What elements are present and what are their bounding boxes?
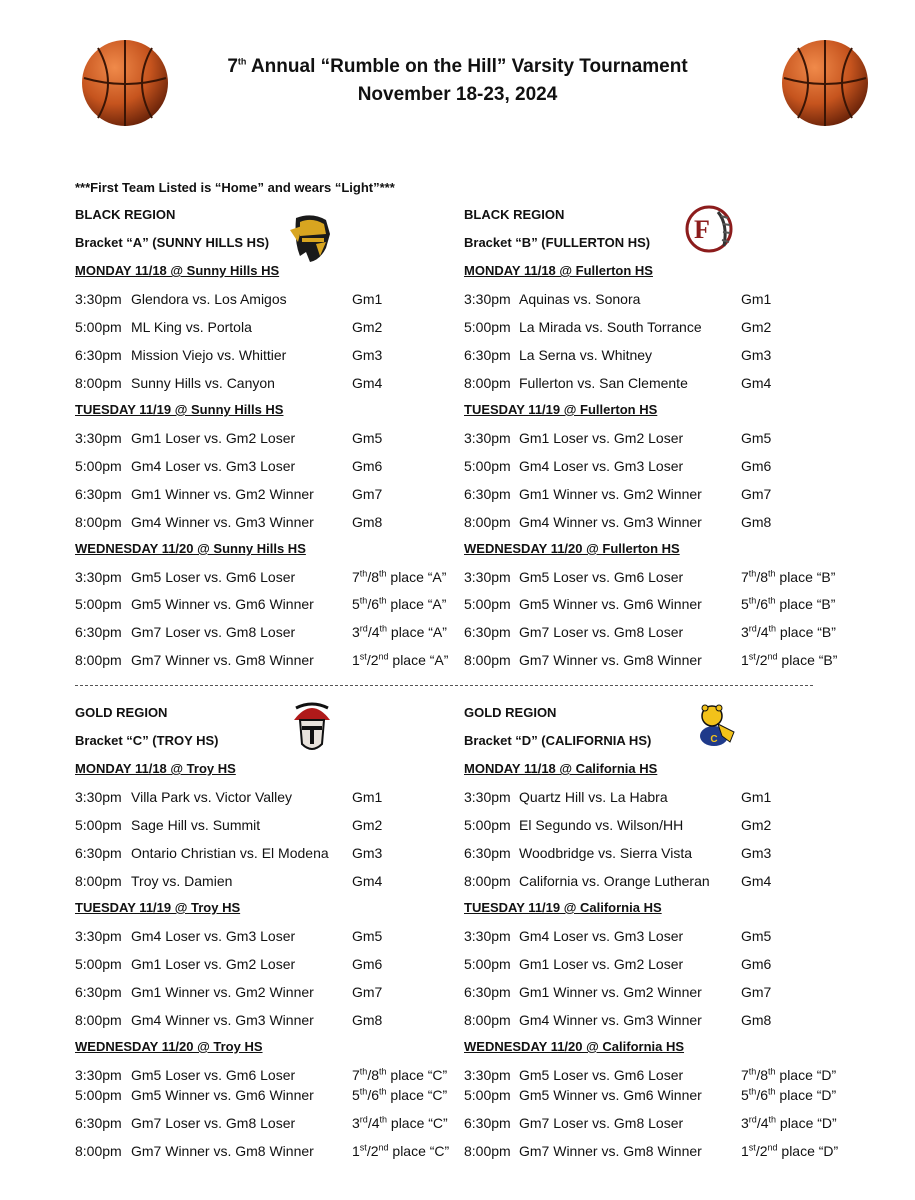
game-matchup: Gm4 Loser vs. Gm3 Loser bbox=[131, 928, 296, 944]
placement-s2: th bbox=[768, 595, 776, 606]
placement-s1: rd bbox=[748, 623, 757, 634]
game-number: Gm8 bbox=[741, 1012, 772, 1028]
game-time: 6:30pm bbox=[464, 1115, 511, 1131]
placement-label bbox=[352, 1115, 448, 1131]
placement-label bbox=[352, 1087, 447, 1103]
placement-n2: /6 bbox=[756, 596, 768, 612]
game-time: 3:30pm bbox=[464, 291, 511, 307]
game-number: Gm3 bbox=[741, 347, 772, 363]
game-time: 6:30pm bbox=[464, 347, 511, 363]
placement-s1: th bbox=[359, 1066, 368, 1077]
placement-s2: th bbox=[379, 595, 387, 606]
game-matchup: Gm4 Winner vs. Gm3 Winner bbox=[131, 514, 314, 530]
game-number: Gm8 bbox=[741, 514, 772, 530]
placement-n1: 5 bbox=[352, 1087, 360, 1103]
game-time: 3:30pm bbox=[75, 928, 122, 944]
placement-rest: place “D” bbox=[775, 1087, 837, 1103]
game-matchup: Gm5 Winner vs. Gm6 Winner bbox=[519, 1087, 702, 1103]
svg-text:C: C bbox=[710, 734, 718, 745]
game-matchup: Troy vs. Damien bbox=[131, 873, 233, 889]
placement-rest: place “B” bbox=[775, 569, 836, 585]
placement-rest: place “B” bbox=[776, 624, 836, 640]
day-heading: TUESDAY 11/19 @ Sunny Hills HS bbox=[75, 402, 284, 417]
game-time: 8:00pm bbox=[75, 514, 122, 530]
svg-text:F: F bbox=[694, 215, 710, 244]
game-time: 8:00pm bbox=[464, 652, 511, 668]
placement-s1: th bbox=[359, 568, 368, 579]
game-time: 8:00pm bbox=[75, 375, 122, 391]
placement-s1: th bbox=[748, 595, 757, 606]
placement-n2: /6 bbox=[367, 1087, 379, 1103]
tournament-dates: November 18-23, 2024 bbox=[357, 84, 558, 105]
day-heading: TUESDAY 11/19 @ California HS bbox=[464, 900, 662, 915]
game-number: Gm8 bbox=[352, 514, 383, 530]
bracket-label: Bracket “A” (SUNNY HILLS HS) bbox=[75, 235, 270, 250]
game-number: Gm7 bbox=[741, 486, 772, 502]
game-number: Gm1 bbox=[741, 789, 772, 805]
game-time: 6:30pm bbox=[75, 486, 122, 502]
placement-s2: th bbox=[379, 1114, 388, 1125]
game-matchup: Mission Viejo vs. Whittier bbox=[131, 347, 287, 363]
game-matchup: Gm1 Winner vs. Gm2 Winner bbox=[519, 984, 702, 1000]
placement-label bbox=[741, 569, 835, 585]
knight-logo-icon bbox=[286, 212, 336, 264]
placement-n2: /8 bbox=[367, 569, 379, 585]
game-time: 6:30pm bbox=[75, 845, 122, 861]
region-label: GOLD REGION bbox=[464, 705, 557, 720]
placement-s1: st bbox=[359, 651, 367, 662]
game-number: Gm4 bbox=[741, 375, 772, 391]
placement-label bbox=[352, 1067, 447, 1083]
placement-s1: th bbox=[748, 1086, 757, 1097]
placement-label bbox=[741, 652, 837, 668]
title-text: Annual “Rumble on the Hill” Varsity Tournament bbox=[246, 56, 688, 77]
game-number: Gm6 bbox=[741, 956, 772, 972]
game-time: 8:00pm bbox=[464, 873, 511, 889]
placement-n1: 5 bbox=[741, 596, 749, 612]
game-time: 8:00pm bbox=[464, 375, 511, 391]
game-time: 5:00pm bbox=[75, 956, 122, 972]
game-matchup: Fullerton vs. San Clemente bbox=[519, 375, 688, 391]
game-matchup: ML King vs. Portola bbox=[131, 319, 252, 335]
game-number: Gm7 bbox=[741, 984, 772, 1000]
game-matchup: California vs. Orange Lutheran bbox=[519, 873, 710, 889]
placement-s1: st bbox=[748, 651, 756, 662]
grizzly-bear-logo-icon bbox=[694, 702, 738, 748]
placement-n1: 7 bbox=[741, 569, 749, 585]
placement-s1: rd bbox=[359, 623, 368, 634]
game-number: Gm4 bbox=[352, 873, 383, 889]
game-matchup: Gm4 Loser vs. Gm3 Loser bbox=[519, 458, 684, 474]
page-title bbox=[0, 54, 915, 80]
title-suffix: th bbox=[237, 56, 247, 67]
placement-n1: 7 bbox=[741, 1067, 749, 1083]
placement-n2: /2 bbox=[755, 1143, 768, 1159]
placement-n1: 5 bbox=[741, 1087, 749, 1103]
placement-n2: /8 bbox=[367, 1067, 379, 1083]
placement-n2: /4 bbox=[756, 1115, 769, 1131]
placement-rest: place “D” bbox=[775, 1067, 837, 1083]
game-time: 6:30pm bbox=[464, 486, 511, 502]
game-time: 3:30pm bbox=[464, 789, 511, 805]
game-time: 6:30pm bbox=[75, 1115, 122, 1131]
game-time: 6:30pm bbox=[464, 624, 511, 640]
game-matchup: Sunny Hills vs. Canyon bbox=[131, 375, 275, 391]
bracket-label: Bracket “C” (TROY HS) bbox=[75, 733, 219, 748]
day-heading: MONDAY 11/18 @ Sunny Hills HS bbox=[75, 263, 280, 278]
placement-s1: th bbox=[359, 595, 368, 606]
game-number: Gm7 bbox=[352, 486, 383, 502]
game-number: Gm5 bbox=[741, 928, 772, 944]
game-time: 8:00pm bbox=[464, 1143, 511, 1159]
game-matchup: Gm4 Winner vs. Gm3 Winner bbox=[519, 1012, 702, 1028]
game-time: 6:30pm bbox=[75, 624, 122, 640]
placement-rest: place “C” bbox=[386, 1087, 448, 1103]
placement-s2: th bbox=[379, 623, 388, 634]
game-matchup: Gm4 Winner vs. Gm3 Winner bbox=[131, 1012, 314, 1028]
game-time: 6:30pm bbox=[75, 984, 122, 1000]
game-number: Gm5 bbox=[352, 928, 383, 944]
placement-s2: th bbox=[768, 1114, 777, 1125]
game-number: Gm8 bbox=[352, 1012, 383, 1028]
game-time: 5:00pm bbox=[464, 458, 511, 474]
day-heading: WEDNESDAY 11/20 @ Troy HS bbox=[75, 1039, 263, 1054]
placement-s1: th bbox=[748, 1066, 757, 1077]
game-number: Gm2 bbox=[352, 817, 383, 833]
placement-n2: /4 bbox=[756, 624, 769, 640]
game-matchup: Gm1 Loser vs. Gm2 Loser bbox=[131, 956, 296, 972]
placement-s2: th bbox=[379, 1086, 387, 1097]
placement-s2: nd bbox=[767, 1142, 778, 1153]
day-heading: MONDAY 11/18 @ Troy HS bbox=[75, 761, 236, 776]
game-time: 3:30pm bbox=[75, 291, 122, 307]
placement-s1: rd bbox=[748, 1114, 757, 1125]
game-time: 3:30pm bbox=[75, 789, 122, 805]
placement-label bbox=[352, 652, 448, 668]
placement-label bbox=[741, 1087, 836, 1103]
game-number: Gm6 bbox=[352, 458, 383, 474]
placement-n1: 3 bbox=[352, 624, 360, 640]
game-time: 5:00pm bbox=[464, 596, 511, 612]
game-number: Gm1 bbox=[741, 291, 772, 307]
placement-label bbox=[741, 1115, 837, 1131]
placement-label bbox=[741, 596, 835, 612]
placement-s2: nd bbox=[378, 1142, 389, 1153]
day-heading: TUESDAY 11/19 @ Fullerton HS bbox=[464, 402, 658, 417]
placement-n1: 1 bbox=[352, 652, 360, 668]
game-number: Gm3 bbox=[352, 845, 383, 861]
placement-rest: place “A” bbox=[386, 596, 447, 612]
game-time: 8:00pm bbox=[75, 652, 122, 668]
placement-rest: place “A” bbox=[387, 624, 447, 640]
day-heading: WEDNESDAY 11/20 @ Fullerton HS bbox=[464, 541, 680, 556]
placement-s1: th bbox=[359, 1086, 368, 1097]
game-matchup: Aquinas vs. Sonora bbox=[519, 291, 641, 307]
region-label: BLACK REGION bbox=[464, 207, 565, 222]
home-light-note: ***First Team Listed is “Home” and wears “Light”*** bbox=[75, 180, 395, 195]
placement-s2: th bbox=[768, 623, 777, 634]
region-label: BLACK REGION bbox=[75, 207, 176, 222]
placement-s2: th bbox=[768, 568, 776, 579]
game-time: 6:30pm bbox=[464, 845, 511, 861]
placement-label bbox=[352, 1143, 449, 1159]
game-number: Gm3 bbox=[741, 845, 772, 861]
game-time: 8:00pm bbox=[75, 1143, 122, 1159]
game-matchup: Gm7 Winner vs. Gm8 Winner bbox=[131, 652, 314, 668]
game-time: 8:00pm bbox=[464, 1012, 511, 1028]
bracket-label: Bracket “B” (FULLERTON HS) bbox=[464, 235, 651, 250]
placement-s2: th bbox=[379, 1066, 387, 1077]
game-time: 3:30pm bbox=[75, 1067, 122, 1083]
game-matchup: Gm1 Loser vs. Gm2 Loser bbox=[519, 430, 684, 446]
placement-rest: place “B” bbox=[777, 652, 838, 668]
game-matchup: Gm5 Loser vs. Gm6 Loser bbox=[131, 1067, 296, 1083]
game-time: 5:00pm bbox=[75, 817, 122, 833]
game-matchup: Gm1 Loser vs. Gm2 Loser bbox=[519, 956, 684, 972]
placement-label bbox=[352, 624, 447, 640]
game-number: Gm2 bbox=[741, 319, 772, 335]
placement-n1: 7 bbox=[352, 1067, 360, 1083]
placement-n2: /2 bbox=[366, 1143, 379, 1159]
game-time: 5:00pm bbox=[464, 817, 511, 833]
game-matchup: Sage Hill vs. Summit bbox=[131, 817, 261, 833]
day-heading: MONDAY 11/18 @ California HS bbox=[464, 761, 658, 776]
placement-n1: 7 bbox=[352, 569, 360, 585]
placement-rest: place “B” bbox=[775, 596, 836, 612]
placement-s2: th bbox=[379, 568, 387, 579]
game-matchup: Gm7 Loser vs. Gm8 Loser bbox=[131, 1115, 296, 1131]
game-matchup: Gm4 Loser vs. Gm3 Loser bbox=[519, 928, 684, 944]
game-matchup: Gm4 Loser vs. Gm3 Loser bbox=[131, 458, 296, 474]
placement-s1: st bbox=[359, 1142, 367, 1153]
game-time: 5:00pm bbox=[75, 1087, 122, 1103]
placement-s1: th bbox=[748, 568, 757, 579]
day-heading: WEDNESDAY 11/20 @ Sunny Hills HS bbox=[75, 541, 306, 556]
placement-n1: 1 bbox=[352, 1143, 360, 1159]
game-time: 3:30pm bbox=[75, 430, 122, 446]
game-number: Gm1 bbox=[352, 291, 383, 307]
game-matchup: Gm5 Loser vs. Gm6 Loser bbox=[131, 569, 296, 585]
placement-s2: th bbox=[768, 1086, 776, 1097]
game-time: 5:00pm bbox=[75, 319, 122, 335]
game-matchup: Gm5 Winner vs. Gm6 Winner bbox=[131, 1087, 314, 1103]
placement-n2: /4 bbox=[367, 1115, 380, 1131]
placement-rest: place “D” bbox=[776, 1115, 837, 1131]
game-matchup: Gm5 Winner vs. Gm6 Winner bbox=[131, 596, 314, 612]
placement-s1: st bbox=[748, 1142, 756, 1153]
placement-s1: rd bbox=[359, 1114, 368, 1125]
region-label: GOLD REGION bbox=[75, 705, 168, 720]
game-number: Gm7 bbox=[352, 984, 383, 1000]
placement-n1: 1 bbox=[741, 652, 749, 668]
game-matchup: Gm5 Loser vs. Gm6 Loser bbox=[519, 569, 684, 585]
game-matchup: Gm7 Loser vs. Gm8 Loser bbox=[131, 624, 296, 640]
game-matchup: Woodbridge vs. Sierra Vista bbox=[519, 845, 693, 861]
game-time: 3:30pm bbox=[464, 569, 511, 585]
game-matchup: Gm1 Loser vs. Gm2 Loser bbox=[131, 430, 296, 446]
game-number: Gm4 bbox=[352, 375, 383, 391]
game-matchup: El Segundo vs. Wilson/HH bbox=[519, 817, 684, 833]
game-matchup: Gm7 Loser vs. Gm8 Loser bbox=[519, 1115, 684, 1131]
placement-n2: /6 bbox=[756, 1087, 768, 1103]
bracket-label: Bracket “D” (CALIFORNIA HS) bbox=[464, 733, 652, 748]
game-matchup: Gm7 Winner vs. Gm8 Winner bbox=[131, 1143, 314, 1159]
trojan-logo-icon bbox=[288, 700, 336, 756]
game-matchup: Gm5 Winner vs. Gm6 Winner bbox=[519, 596, 702, 612]
game-time: 5:00pm bbox=[464, 1087, 511, 1103]
placement-label bbox=[741, 1067, 836, 1083]
placement-n2: /8 bbox=[756, 1067, 768, 1083]
title-number: 7 bbox=[227, 56, 238, 77]
placement-n1: 3 bbox=[352, 1115, 360, 1131]
fullerton-f-logo-icon bbox=[684, 204, 734, 254]
game-time: 3:30pm bbox=[75, 569, 122, 585]
day-heading: TUESDAY 11/19 @ Troy HS bbox=[75, 900, 241, 915]
placement-rest: place “C” bbox=[387, 1115, 448, 1131]
placement-s2: nd bbox=[378, 651, 389, 662]
placement-n1: 1 bbox=[741, 1143, 749, 1159]
game-time: 3:30pm bbox=[464, 1067, 511, 1083]
game-matchup: Ontario Christian vs. El Modena bbox=[131, 845, 329, 861]
placement-rest: place “C” bbox=[386, 1067, 448, 1083]
game-time: 8:00pm bbox=[464, 514, 511, 530]
game-number: Gm6 bbox=[352, 956, 383, 972]
placement-n2: /2 bbox=[755, 652, 768, 668]
placement-n1: 3 bbox=[741, 624, 749, 640]
game-matchup: La Mirada vs. South Torrance bbox=[519, 319, 702, 335]
game-time: 6:30pm bbox=[464, 984, 511, 1000]
game-number: Gm2 bbox=[741, 817, 772, 833]
game-time: 5:00pm bbox=[464, 319, 511, 335]
day-heading: WEDNESDAY 11/20 @ California HS bbox=[464, 1039, 685, 1054]
placement-rest: place “C” bbox=[388, 1143, 450, 1159]
game-time: 8:00pm bbox=[75, 1012, 122, 1028]
game-matchup: Gm1 Winner vs. Gm2 Winner bbox=[131, 486, 314, 502]
game-time: 3:30pm bbox=[464, 430, 511, 446]
game-matchup: Villa Park vs. Victor Valley bbox=[131, 789, 293, 805]
game-number: Gm3 bbox=[352, 347, 383, 363]
placement-n2: /2 bbox=[366, 652, 379, 668]
game-matchup: Gm7 Winner vs. Gm8 Winner bbox=[519, 1143, 702, 1159]
placement-n2: /8 bbox=[756, 569, 768, 585]
region-divider bbox=[75, 685, 813, 686]
placement-rest: place “D” bbox=[777, 1143, 839, 1159]
game-number: Gm5 bbox=[741, 430, 772, 446]
placement-rest: place “A” bbox=[388, 652, 449, 668]
placement-n1: 5 bbox=[352, 596, 360, 612]
game-matchup: Gm7 Loser vs. Gm8 Loser bbox=[519, 624, 684, 640]
game-matchup: Gm7 Winner vs. Gm8 Winner bbox=[519, 652, 702, 668]
game-number: Gm1 bbox=[352, 789, 383, 805]
game-number: Gm2 bbox=[352, 319, 383, 335]
day-heading: MONDAY 11/18 @ Fullerton HS bbox=[464, 263, 653, 278]
game-matchup: Gm1 Winner vs. Gm2 Winner bbox=[131, 984, 314, 1000]
game-matchup: Glendora vs. Los Amigos bbox=[131, 291, 287, 307]
game-matchup: Gm4 Winner vs. Gm3 Winner bbox=[519, 514, 702, 530]
game-time: 8:00pm bbox=[75, 873, 122, 889]
placement-n1: 3 bbox=[741, 1115, 749, 1131]
game-number: Gm5 bbox=[352, 430, 383, 446]
placement-n2: /4 bbox=[367, 624, 380, 640]
placement-label bbox=[352, 596, 446, 612]
game-time: 3:30pm bbox=[464, 928, 511, 944]
game-time: 5:00pm bbox=[464, 956, 511, 972]
placement-s2: th bbox=[768, 1066, 776, 1077]
placement-n2: /6 bbox=[367, 596, 379, 612]
placement-label bbox=[741, 624, 836, 640]
game-number: Gm4 bbox=[741, 873, 772, 889]
game-time: 6:30pm bbox=[75, 347, 122, 363]
placement-label bbox=[352, 569, 446, 585]
placement-rest: place “A” bbox=[386, 569, 447, 585]
game-matchup: Gm1 Winner vs. Gm2 Winner bbox=[519, 486, 702, 502]
placement-label bbox=[741, 1143, 838, 1159]
placement-s2: nd bbox=[767, 651, 778, 662]
game-matchup: La Serna vs. Whitney bbox=[519, 347, 653, 363]
game-time: 5:00pm bbox=[75, 458, 122, 474]
game-number: Gm6 bbox=[741, 458, 772, 474]
game-matchup: Quartz Hill vs. La Habra bbox=[519, 789, 668, 805]
game-matchup: Gm5 Loser vs. Gm6 Loser bbox=[519, 1067, 684, 1083]
game-time: 5:00pm bbox=[75, 596, 122, 612]
